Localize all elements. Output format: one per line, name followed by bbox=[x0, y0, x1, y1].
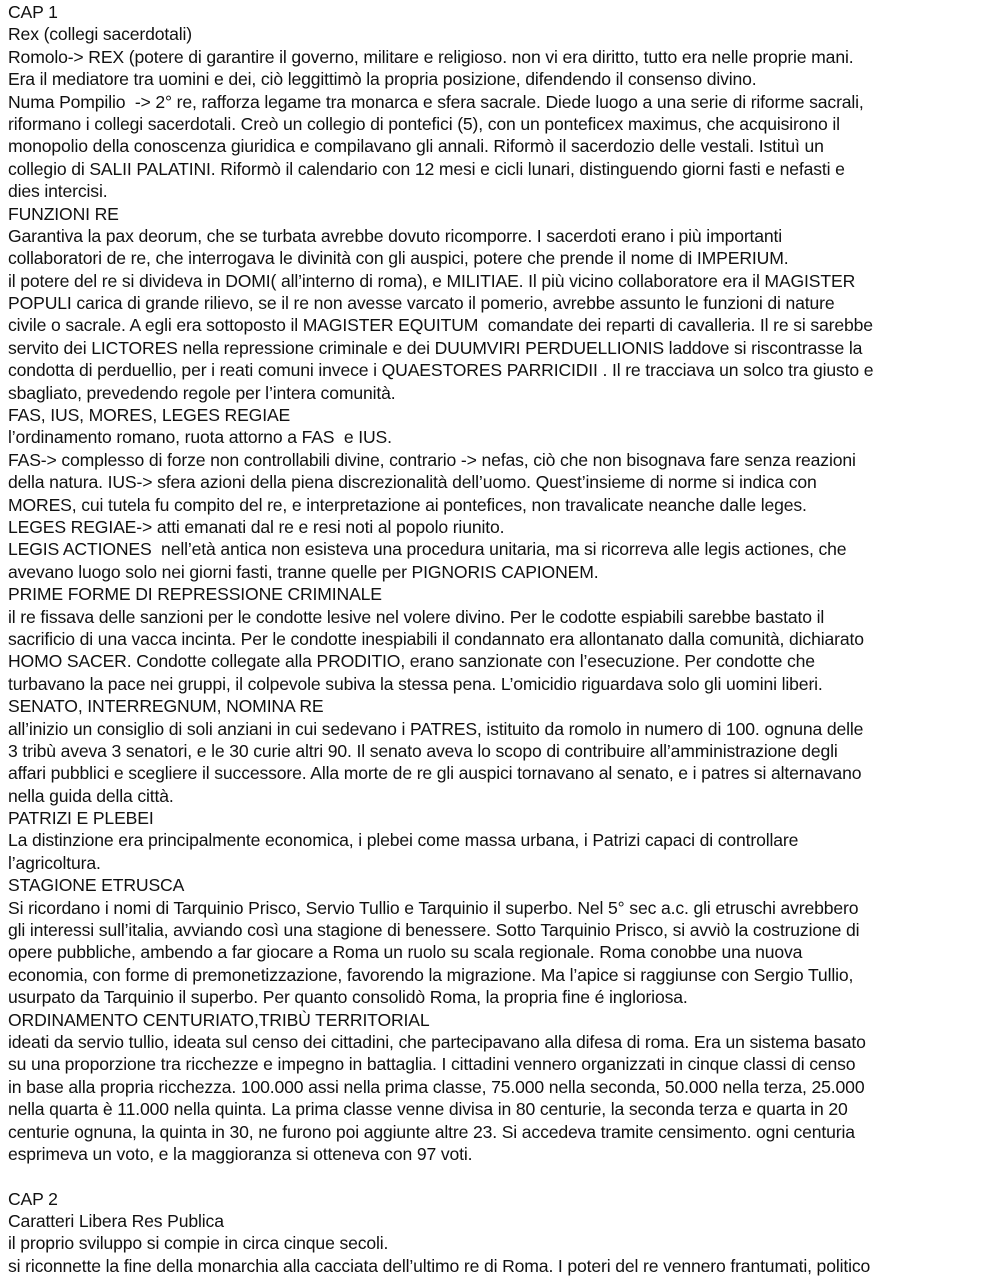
text-line: l’ordinamento romano, ruota attorno a FAS e IUS. bbox=[8, 427, 392, 448]
text-line: collegio di SALII PALATINI. Riformò il calendario con 12 mesi e cicli lunari, distinguendo giorni fasti e nefasti e bbox=[8, 158, 845, 179]
text-line: PRIME FORME DI REPRESSIONE CRIMINALE bbox=[8, 584, 382, 605]
text-line: su una proporzione tra ricchezze e impegno in battaglia. I cittadini vennero organizzati in cinque classi di censo bbox=[8, 1054, 856, 1075]
text-line: nella quarta è 11.000 nella quinta. La prima classe venne divisa in 80 centurie, la seconda terza e quarta in 20 bbox=[8, 1099, 848, 1120]
text-line: affari pubblici e scegliere il successore. Alla morte de re gli auspici tornavano al senato, e i patres si alternavano bbox=[8, 763, 862, 784]
text-line: della natura. IUS-> sfera azioni della piena discrezionalità dell’uomo. Quest’insieme di norme si indica con bbox=[8, 472, 817, 493]
text-line: sacrificio di una vacca incinta. Per le condotte inespiabili il condannato era allontanato dalla comunità, dichiarato bbox=[8, 628, 864, 649]
text-line: civile o sacrale. A egli era sottoposto il MAGISTER EQUITUM comandate dei reparti di cavalleria. Il re si sarebbe bbox=[8, 315, 873, 336]
text-line: LEGIS ACTIONES nell’età antica non esisteva una procedura unitaria, ma si ricorreva alle legis actiones, che bbox=[8, 539, 847, 560]
text-line: Era il mediatore tra uomini e dei, ciò leggittimò la propria posizione, difendendo il consenso divino. bbox=[8, 69, 757, 90]
text-line: si riconnette la fine della monarchia alla cacciata dell’ultimo re di Roma. I poteri del re vennero frantumati, politico bbox=[8, 1255, 871, 1276]
text-line: riformano i collegi sacerdotali. Creò un collegio di pontefici (5), con un ponteficex maximus, che acquisirono il bbox=[8, 113, 840, 134]
text-line: il potere del re si divideva in DOMI( all’interno di roma), e MILITIAE. Il più vicino collaboratore era il MAGISTER bbox=[8, 270, 856, 291]
text-line: economia, con forme di premonetizzazione, favorendo la migrazione. Ma l’apice si raggiunse con Sergio Tullio, bbox=[8, 964, 854, 985]
text-line: Romolo-> REX (potere di garantire il governo, militare e religioso. non vi era diritto, tutto era nelle proprie mani. bbox=[8, 46, 854, 67]
text-line: PATRIZI E PLEBEI bbox=[8, 808, 154, 829]
text-line: 3 tribù aveva 3 senatori, e le 30 curie altri 90. Il senato aveva lo scopo di contribuire all’amministrazione degli bbox=[8, 740, 838, 761]
text-line: POPULI carica di grande rilievo, se il re non avesse varcato il pomerio, avrebbe assunto le funzioni di nature bbox=[8, 293, 835, 314]
text-line: all’inizio un consiglio di soli anziani in cui sedevano i PATRES, istituito da romolo in numero di 100. ognuna delle bbox=[8, 718, 864, 739]
text-line: HOMO SACER. Condotte collegate alla PRODITIO, erano sanzionate con l’esecuzione. Per condotte che bbox=[8, 651, 815, 672]
text-line: centurie ognuna, la quinta in 30, ne furono poi aggiunte altre 23. Si accedeva tramite censimento. ogni centuria bbox=[8, 1121, 855, 1142]
text-line: collaboratori de re, che interrogava le divinità con gli auspici, potere che prende il nome di IMPERIUM. bbox=[8, 248, 789, 269]
text-line: turbavano la pace nei gruppi, il colpevole subiva la stessa pena. L’omicidio riguardava solo gli uomini liberi. bbox=[8, 673, 823, 694]
text-line: esprimeva un voto, e la maggioranza si otteneva con 97 voti. bbox=[8, 1143, 473, 1164]
document-page bbox=[8, 1, 996, 1277]
text-line: usurpato da Tarquinio il superbo. Per quanto consolidò Roma, la propria fine é ingloriosa. bbox=[8, 987, 688, 1008]
text-line: il proprio sviluppo si compie in circa cinque secoli. bbox=[8, 1233, 389, 1254]
text-line: opere pubbliche, ambendo a far giocare a Roma un ruolo su scala regionale. Roma conobbe una nuova bbox=[8, 942, 803, 963]
text-line: SENATO, INTERREGNUM, NOMINA RE bbox=[8, 696, 324, 717]
text-line: servito dei LICTORES nella repressione criminale e dei DUUMVIRI PERDUELLIONIS laddove si riscontrasse la bbox=[8, 337, 863, 358]
text-line: il re fissava delle sanzioni per le condotte lesive nel volere divino. Per le codotte espiabili sarebbe bastato il bbox=[8, 606, 825, 627]
text-line: CAP 1 bbox=[8, 2, 58, 22]
text-line: Si ricordano i nomi di Tarquinio Prisco, Servio Tullio e Tarquinio il superbo. Nel 5° sec a.c. gli etruschi avrebbero bbox=[8, 897, 859, 918]
text-line: STAGIONE ETRUSCA bbox=[8, 875, 185, 896]
text-line: Caratteri Libera Res Publica bbox=[8, 1211, 224, 1232]
text-line: ideati da servio tullio, ideata sul censo dei cittadini, che partecipavano alla difesa di roma. Era un sistema basato bbox=[8, 1031, 866, 1052]
text-line: FAS-> complesso di forze non controllabili divine, contrario -> nefas, ciò che non bisognava fare senza reazioni bbox=[8, 449, 856, 470]
text-line: Numa Pompilio -> 2° re, rafforza legame tra monarca e sfera sacrale. Diede luogo a una serie di riforme sacrali, bbox=[8, 91, 864, 112]
text-line: MORES, cui tutela fu compito del re, e interpretazione ai pontefices, non travalicate neanche dalle leges. bbox=[8, 494, 807, 515]
text-line: FUNZIONI RE bbox=[8, 203, 119, 224]
text-line: avevano luogo solo nei giorni fasti, tranne quelle per PIGNORIS CAPIONEM. bbox=[8, 561, 599, 582]
text-line: monopolio della conoscenza giuridica e compilavano gli annali. Riformò il sacerdozio delle vestali. Istituì un bbox=[8, 136, 824, 157]
text-line: La distinzione era principalmente economica, i plebei come massa urbana, i Patrizi capaci di controllare bbox=[8, 830, 799, 851]
text-line: condotta di perduellio, per i reati comuni invece i QUAESTORES PARRICIDII . Il re tracciava un solco tra giusto e bbox=[8, 360, 874, 381]
text-line: gli interessi sull’italia, avviando così una stagione di benessere. Sotto Tarquinio Prisco, si avviò la costruzione di bbox=[8, 920, 860, 941]
text-line: nella guida della città. bbox=[8, 785, 174, 806]
text-line: FAS, IUS, MORES, LEGES REGIAE bbox=[8, 405, 291, 426]
chapter-2-text bbox=[8, 1188, 996, 1278]
text-line: CAP 2 bbox=[8, 1188, 58, 1209]
text-line: dies intercisi. bbox=[8, 181, 108, 202]
text-line: LEGES REGIAE-> atti emanati dal re e resi noti al popolo riunito. bbox=[8, 516, 505, 537]
text-line: sbagliato, prevedendo regole per l’intera comunità. bbox=[8, 382, 396, 403]
paragraph-gap bbox=[8, 1165, 996, 1187]
text-line: l’agricoltura. bbox=[8, 852, 101, 873]
text-line: in base alla propria ricchezza. 100.000 assi nella prima classe, 75.000 nella seconda, 50.000 nella terza, 25.000 bbox=[8, 1076, 865, 1097]
text-line: ORDINAMENTO CENTURIATO,TRIBÙ TERRITORIAL bbox=[8, 1009, 430, 1030]
text-line: Rex (collegi sacerdotali) bbox=[8, 24, 192, 45]
chapter-1-text bbox=[8, 1, 996, 1165]
text-line: Garantiva la pax deorum, che se turbata avrebbe dovuto ricomporre. I sacerdoti erano i più importanti bbox=[8, 225, 783, 246]
